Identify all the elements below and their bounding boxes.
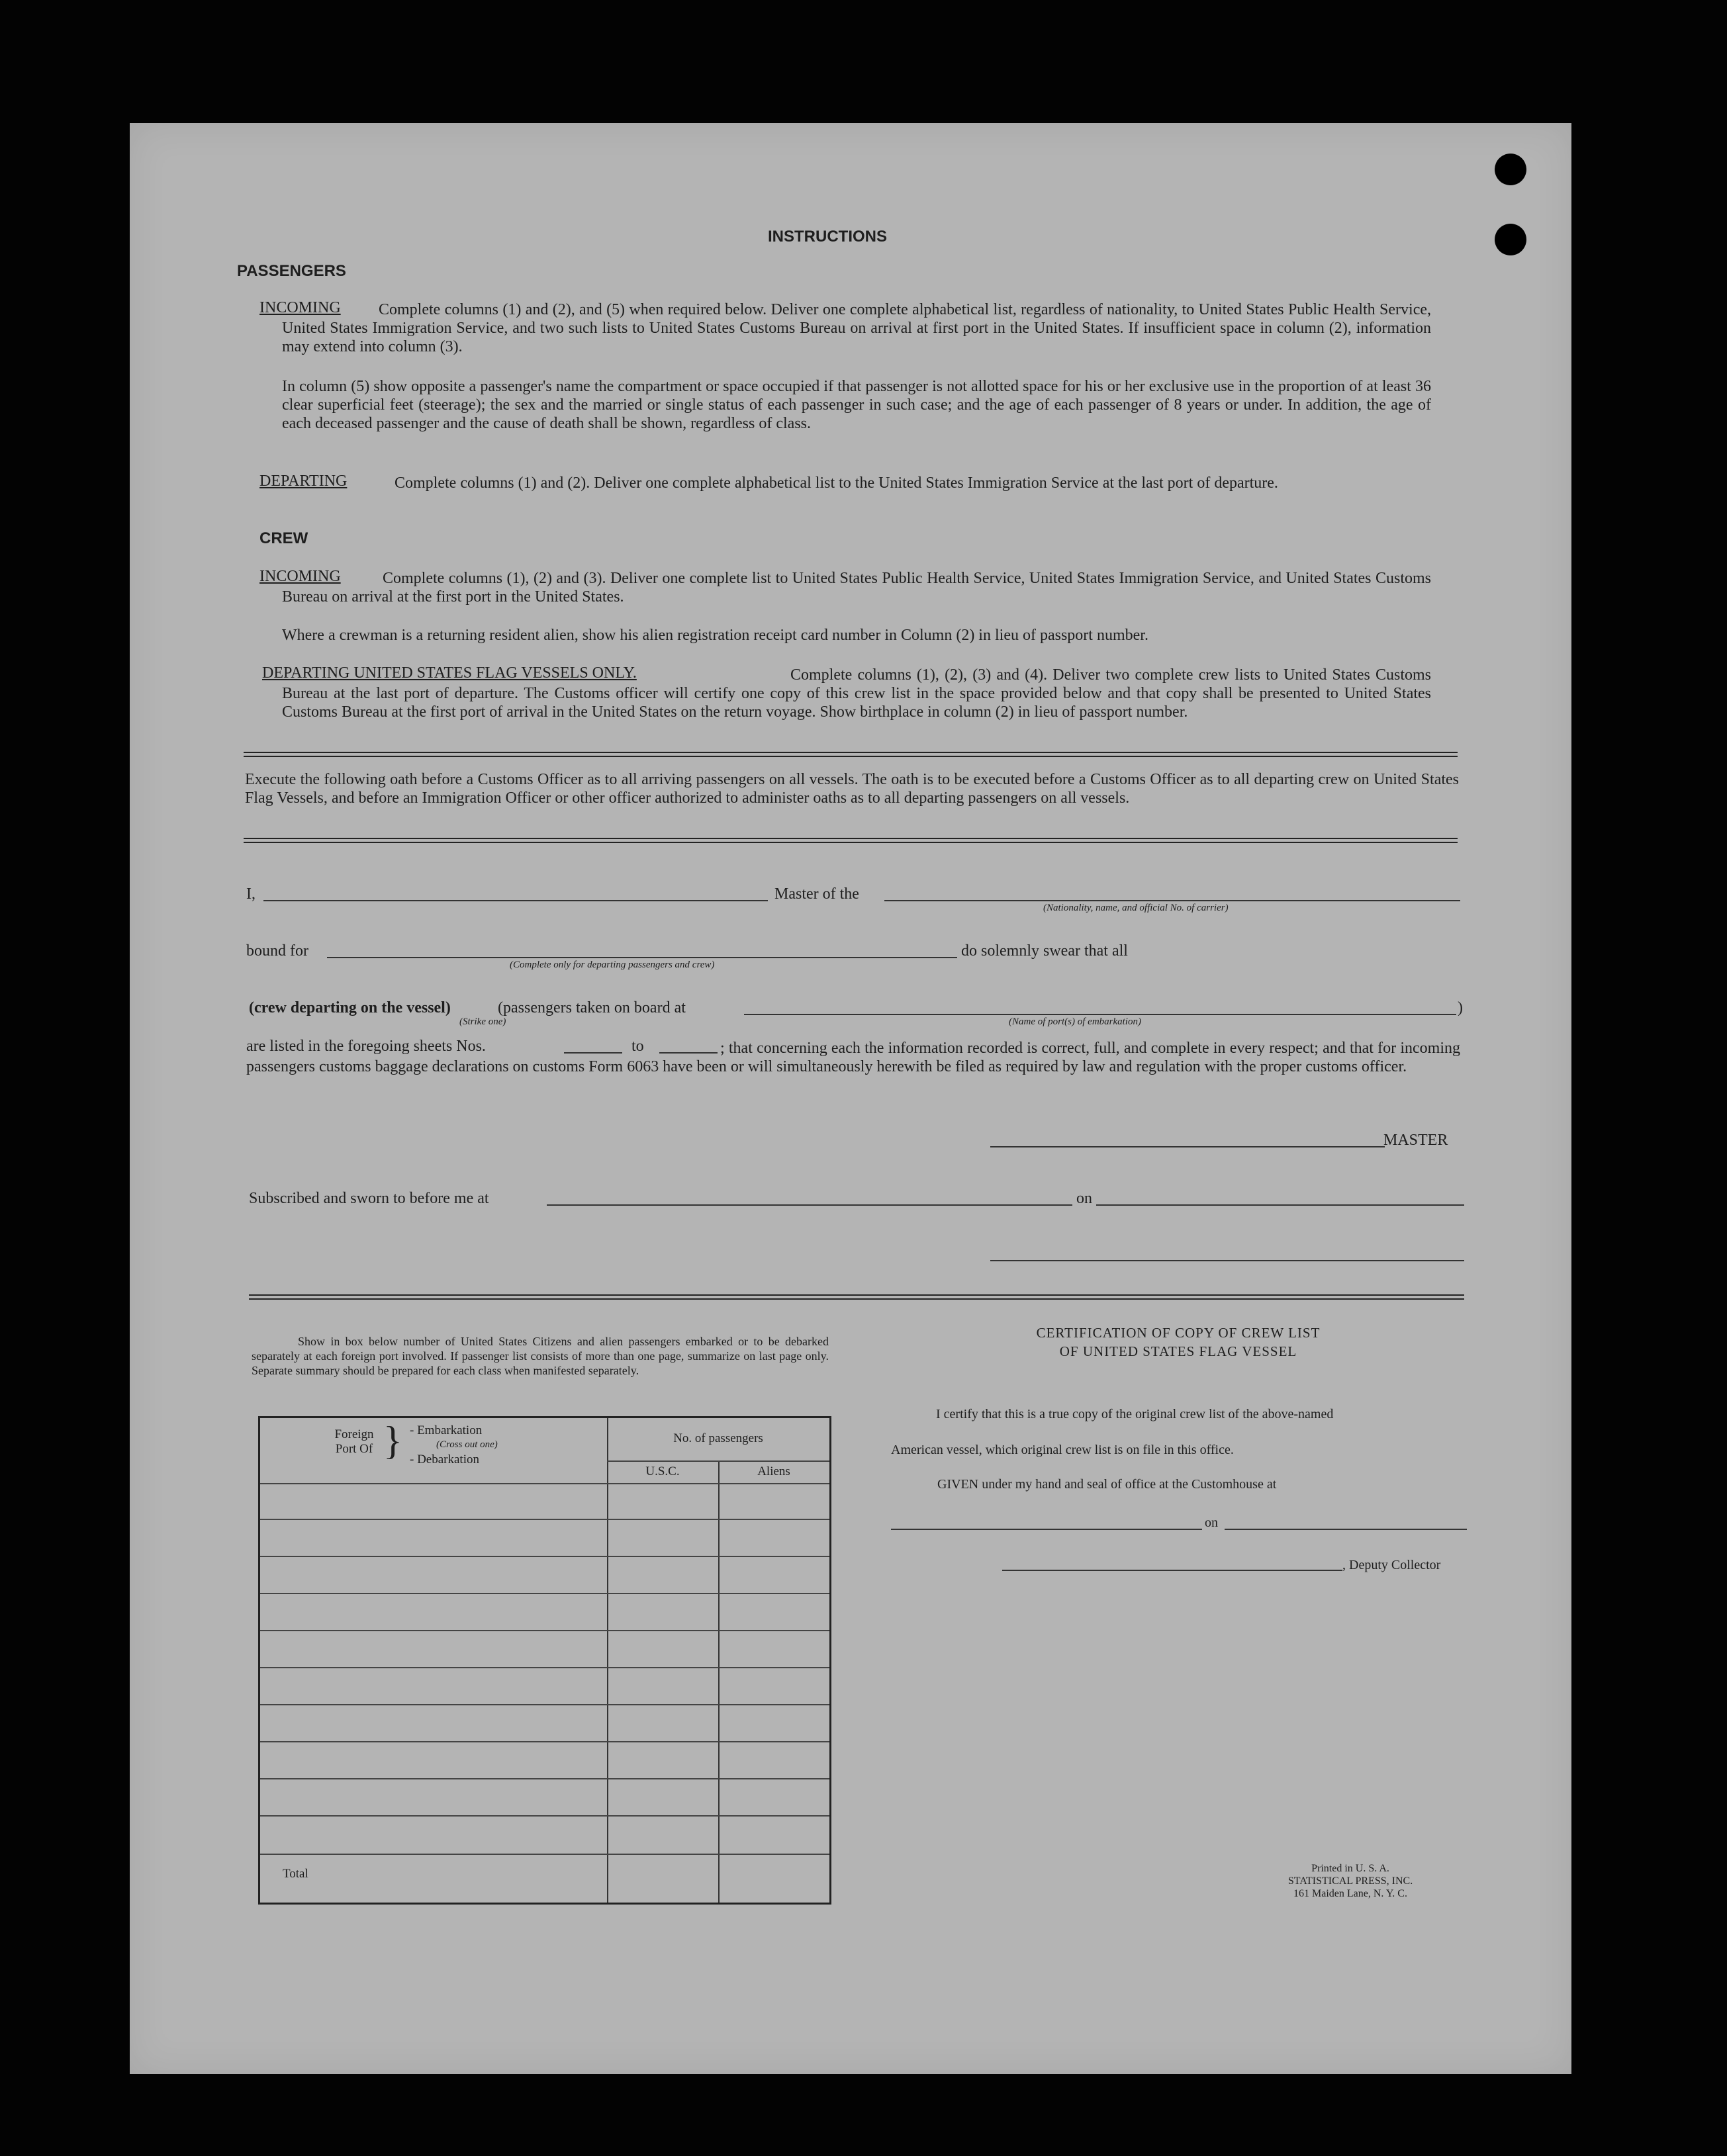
passenger-summary-table bbox=[258, 1416, 831, 1905]
passengers-departing-label: DEPARTING bbox=[259, 472, 348, 490]
customhouse-field[interactable] bbox=[891, 1529, 1202, 1530]
certification-title-line1: CERTIFICATION OF COPY OF CREW LIST bbox=[1036, 1325, 1321, 1341]
oath-i-label: I, bbox=[246, 885, 256, 903]
master-name-field[interactable] bbox=[263, 900, 768, 901]
passengers-column5-text: In column (5) show opposite a passenger's name the compartment or space occupied if that passenger is not allotted space for his or her exclusive use in the proportion of at least 36 clear superficial feet (steerage); the sex and the married or single status of each passenger in such case; and the age of each passenger of 8 years or under. In addition, the age of each deceased passenger and the cause of death shall be shown, regardless of class. bbox=[282, 378, 1431, 432]
listed-label-a: are listed in the foregoing sheets Nos. bbox=[246, 1038, 486, 1055]
printer-imprint bbox=[1244, 1862, 1456, 1900]
strike-one-note: (Strike one) bbox=[459, 1016, 506, 1027]
form-divider-2 bbox=[249, 1298, 1464, 1300]
cross-out-note: (Cross out one) bbox=[436, 1439, 498, 1450]
summary-instructions: Show in box below number of United States Citizens and alien passengers embarked or to be debarked separately at each foreign port involved. If passenger list consists of more than one page, summarize on last page only. Separate summary should be prepared for each class when manifested separately. bbox=[252, 1335, 829, 1377]
page-title: INSTRUCTIONS bbox=[768, 228, 887, 246]
carrier-field[interactable] bbox=[884, 900, 1460, 901]
carrier-note: (Nationality, name, and official No. of carrier) bbox=[1043, 903, 1229, 913]
certify-text-a: I certify that this is a true copy of the original crew list of the above-named bbox=[936, 1407, 1334, 1421]
cert-on-label: on bbox=[1205, 1515, 1218, 1530]
punch-hole-top bbox=[1495, 154, 1526, 185]
swear-label: do solemnly swear that all bbox=[961, 942, 1128, 960]
printer-line3: 161 Maiden Lane, N. Y. C. bbox=[1293, 1888, 1407, 1899]
crew-incoming-label: INCOMING bbox=[259, 568, 341, 585]
sworn-place-field[interactable] bbox=[547, 1204, 1072, 1206]
port-note: (Name of port(s) of embarkation) bbox=[1009, 1016, 1141, 1027]
deputy-signature-field[interactable] bbox=[1002, 1570, 1342, 1571]
subscribed-label: Subscribed and sworn to before me at bbox=[249, 1190, 489, 1207]
sworn-on-label: on bbox=[1076, 1190, 1092, 1207]
brace-glyph: } bbox=[383, 1419, 402, 1462]
master-signature-field[interactable] bbox=[990, 1146, 1385, 1147]
printer-line2: STATISTICAL PRESS, INC. bbox=[1287, 1875, 1413, 1887]
sworn-date-field[interactable] bbox=[1096, 1204, 1464, 1206]
crew-departing-label: DEPARTING UNITED STATES FLAG VESSELS ONLY. bbox=[262, 664, 637, 682]
passengers-heading: PASSENGERS bbox=[237, 262, 346, 280]
oath-divider bbox=[244, 838, 1458, 839]
total-label: Total bbox=[283, 1867, 308, 1881]
passengers-departing-text: Complete columns (1) and (2). Deliver one complete alphabetical list to the United States Immigration Service at the last port of departure. bbox=[395, 474, 1278, 492]
embarkation-port-field[interactable] bbox=[744, 1014, 1456, 1015]
bound-for-label: bound for bbox=[246, 942, 308, 960]
crew-departing-text: Complete columns (1), (2), (3) and (4). Deliver two complete crew lists to United States Customs Bureau at the last port of departure. The Customs officer will certify one copy of this crew list in the space provided below and that copy shall be presented to United States Customs Bureau at the first port of arrival in the United States on the return voyage. Show birthplace in column (2) in lieu of passport number. bbox=[282, 666, 1431, 721]
section-divider-top-2 bbox=[244, 756, 1458, 757]
officer-signature-field[interactable] bbox=[990, 1260, 1464, 1261]
crew-heading: CREW bbox=[259, 529, 308, 547]
printer-line1: Printed in U. S. A. bbox=[1311, 1863, 1389, 1874]
crew-departing-option[interactable]: (crew departing on the vessel) bbox=[249, 999, 451, 1016]
bound-for-field[interactable] bbox=[327, 957, 957, 958]
master-of-label: Master of the bbox=[774, 885, 859, 903]
crew-incoming-text: Complete columns (1), (2) and (3). Deliver one complete list to United States Public Health Service, United States Immigration Service, and United States Customs Bureau on arrival at the first port in the United States. bbox=[282, 570, 1431, 606]
listed-text-b: ; that concerning each the information recorded is correct, full, and complete in every respect; and that for incoming passengers customs baggage declarations on customs Form 6063 have been or will simultaneously herewith be filed as required by law and regulation with the proper customs officer. bbox=[246, 1040, 1460, 1075]
close-paren: ) bbox=[1458, 999, 1463, 1016]
embarkation-label[interactable]: - Embarkation bbox=[410, 1423, 483, 1437]
master-label: MASTER bbox=[1383, 1132, 1448, 1149]
passengers-incoming-text: Complete columns (1) and (2), and (5) when required below. Deliver one complete alphabetical list, regardless of nationality, to United States Public Health Service, United States Immigration Service, and two such lists to United States Customs Bureau on arrival at first port in the United States. If insufficient space in column (2), information may extend into column (3). bbox=[282, 301, 1431, 355]
oath-intro: Execute the following oath before a Customs Officer as to all arriving passengers on all vessels. The oath is to be executed before a Customs Officer as to all departing crew on United States Flag Vessels, and before an Immigration Officer or other officer authorized to administer oaths as to all departing passengers on all vessels. bbox=[245, 771, 1459, 807]
form-divider bbox=[249, 1294, 1464, 1296]
passengers-taken-option[interactable]: (passengers taken on board at bbox=[498, 999, 686, 1016]
debarkation-label[interactable]: - Debarkation bbox=[410, 1453, 479, 1466]
listed-to-label: to bbox=[631, 1038, 644, 1055]
passengers-incoming-label: INCOMING bbox=[259, 299, 341, 316]
no-passengers-header: No. of passengers bbox=[673, 1431, 763, 1445]
aliens-header: Aliens bbox=[757, 1464, 790, 1478]
section-divider-top bbox=[244, 752, 1458, 753]
certification-title-line2: OF UNITED STATES FLAG VESSEL bbox=[1059, 1343, 1297, 1359]
deputy-collector-label: , Deputy Collector bbox=[1342, 1558, 1441, 1572]
foreign-port-of-label: Foreign Port Of bbox=[334, 1427, 374, 1456]
punch-hole-bottom bbox=[1495, 224, 1526, 255]
usc-header: U.S.C. bbox=[645, 1464, 680, 1478]
given-text: GIVEN under my hand and seal of office at the Customhouse at bbox=[937, 1477, 1277, 1492]
oath-divider-2 bbox=[244, 842, 1458, 843]
certify-text-b: American vessel, which original crew list is on file in this office. bbox=[891, 1443, 1234, 1457]
bound-for-note: (Complete only for departing passengers and crew) bbox=[510, 960, 715, 970]
cert-date-field[interactable] bbox=[1225, 1529, 1467, 1530]
crew-resident-text: Where a crewman is a returning resident alien, show his alien registration receipt card number in Column (2) in lieu of passport number. bbox=[282, 627, 1148, 644]
